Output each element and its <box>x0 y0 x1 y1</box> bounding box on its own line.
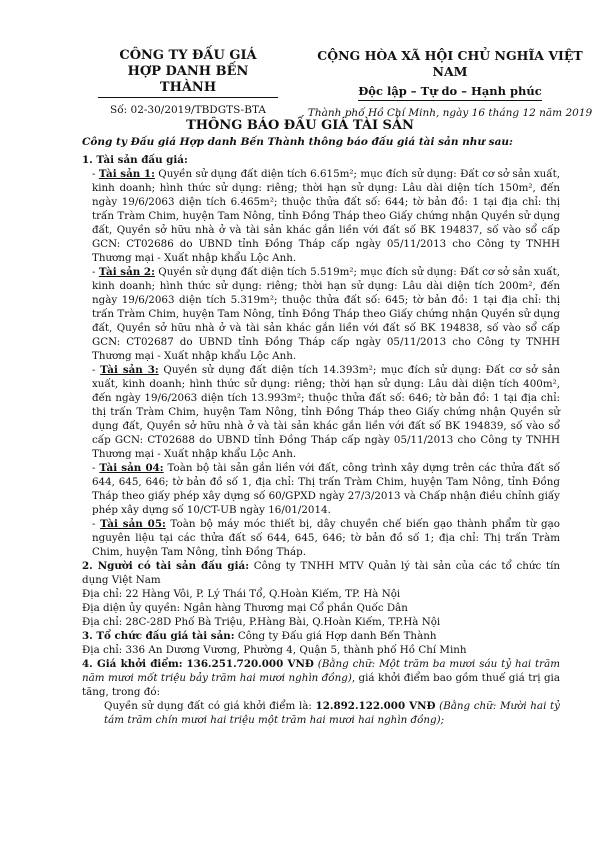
asset-label: Tài sản 2: <box>98 266 155 278</box>
starting-price: 136.251.720.000 VNĐ <box>186 658 314 670</box>
auction-organizer-name: Công ty Đấu giá Hợp danh Bến Thành <box>237 630 437 642</box>
asset-text: Quyền sử dụng đất diện tích 6.615m²; mục đích sử dụng: Đất cơ sở sản xuất, kinh doanh; hình thức sử dụng: riêng; thời hạn sử dụng: Lâu dài diện tích 150m², đến ngày 19/6/2063 diện tích 6.465m²; thuộc thửa đất số: 644; tờ bản đồ: 1 tại địa chỉ: thị trấn Tràm Chim, huyện Tam Nông, tỉnh Đồng Tháp theo Giấy chứng nhận Quyền sử dụng đất, Quyền sở hữu nhà ở và tài sản khác gắn liền với đất số BK 194837, số vào sổ cấp GCN: CT02686 do UBND tỉnh Đồng Tháp cấp ngày 05/11/2013 cho Công ty TNHH Thương mại - Xuất nhập khẩu Lộc Anh. <box>92 168 560 264</box>
land-use-price-words: (Bằng chữ: Mười hai tỷ tám trăm chín mươi hai triệu một trăm hai mươi hai nghìn đồng); <box>104 700 560 726</box>
company-name-line2: HỢP DANH BẾN THÀNH <box>98 64 278 98</box>
document-date: Thành phố Hồ Chí Minh, ngày 16 tháng 12 năm 2019 <box>307 107 593 119</box>
asset-item: - Tài sản 05: Toàn bộ máy móc thiết bị, dây chuyền chế biến gạo thành phẩm từ gạo nguyên liệu tại các thửa đất số 644, 645, 646; tờ bản đồ số 1; địa chỉ: Thị trấn Tràm Chim, huyện Tam Nông, tỉnh Đồng Tháp. <box>92 518 560 558</box>
asset-owner-name: Công ty TNHH MTV Quản lý tài sản của các tổ chức tín dụng Việt Nam <box>82 560 561 586</box>
asset-item: - Tài sản 3: Quyền sử dụng đất diện tích 14.393m²; mục đích sử dụng: Đất cơ sở sản xuất, kinh doanh; hình thức sử dụng: riêng; thời hạn sử dụng: Lâu dài diện tích 400m², đến ngày 19/6/2063 diện tích 13.993m²; thuộc thửa đất số: 646; tờ bản đồ: 1 tại địa chỉ: thị trấn Tràm Chim, huyện Tam Nông, tỉnh Đồng Tháp theo Giấy chứng nhận Quyền sử dụng đất, Quyền sở hữu nhà ở và tài sản khác gắn liền với đất số BK 194839, số vào sổ cấp GCN: CT02688 do UBND tỉnh Đồng Tháp cấp ngày 05/11/2013 cho Công ty TNHH Thương mại - Xuất nhập khẩu Lộc Anh. <box>92 364 560 460</box>
national-title: CỘNG HÒA XÃ HỘI CHỦ NGHĨA VIỆT NAM <box>317 48 583 79</box>
national-motto: Độc lập – Tự do – Hạnh phúc <box>358 83 542 101</box>
authorized-representative: Địa diện ủy quyền: Ngân hàng Thương mại Cổ phần Quốc Dân <box>82 602 408 614</box>
land-use-price-amount: 12.892.122.000 VNĐ <box>315 700 436 712</box>
document-number: Số: 02-30/2019/TBDGTS-BTA <box>110 104 266 116</box>
national-motto-block <box>300 48 600 121</box>
section-4-heading: 4. Giá khởi điểm: <box>82 658 183 670</box>
section-2 <box>82 559 560 587</box>
asset-item: - Tài sản 04: Toàn bộ tài sản gắn liền với đất, công trình xây dựng trên các thửa đất số 644, 645, 646; tờ bản đồ số 1, địa chỉ: Thị trấn Tràm Chim, huyện Tam Nông, tỉnh Đồng Tháp theo giấy phép xây dựng số 60/GPXD ngày 27/3/2013 và Chấp nhận điều chỉnh giấy phép xây dựng số 10/CT-UB ngày 16/01/2014. <box>92 462 560 516</box>
asset-text: Quyền sử dụng đất diện tích 14.393m²; mục đích sử dụng: Đất cơ sở sản xuất, kinh doanh; hình thức sử dụng: riêng; thời hạn sử dụng: Lâu dài diện tích 400m², đến ngày 19/6/2063 diện tích 13.993m²; thuộc thửa đất số: 646; tờ bản đồ: 1 tại địa chỉ: thị trấn Tràm Chim, huyện Tam Nông, tỉnh Đồng Tháp theo Giấy chứng nhận Quyền sử dụng đất, Quyền sở hữu nhà ở và tài sản khác gắn liền với đất số BK 194839, số vào sổ cấp GCN: CT02688 do UBND tỉnh Đồng Tháp cấp ngày 05/11/2013 cho Công ty TNHH Thương mại - Xuất nhập khẩu Lộc Anh. <box>92 364 560 460</box>
land-use-price-label: Quyền sử dụng đất có giá khởi điểm là: <box>104 700 316 712</box>
organizer-address: Địa chỉ: 336 An Dương Vương, Phường 4, Quận 5, thành phố Hồ Chí Minh <box>82 644 467 656</box>
section-3-heading: 3. Tổ chức đấu giá tài sản: <box>82 630 235 642</box>
section-2-heading: 2. Người có tài sản đấu giá: <box>82 560 250 572</box>
starting-price-note: , giá khởi điểm bao gồm thuế giá trị gia tăng, trong đó: <box>82 672 560 698</box>
section-1-heading: 1. Tài sản đấu giá: <box>82 154 188 166</box>
asset-text: Toàn bộ tài sản gắn liền với đất, công trình xây dựng trên các thửa đất số 644, 645, 646; tờ bản đồ số 1, địa chỉ: Thị trấn Tràm Chim, huyện Tam Nông, tỉnh Đồng Tháp theo giấy phép xây dựng số 60/GPXD ngày 27/3/2013 và Chấp nhận điều chỉnh giấy phép xây dựng số 10/CT-UB ngày 16/01/2014. <box>92 462 560 516</box>
document-body <box>82 153 560 727</box>
asset-item: - Tài sản 1: Quyền sử dụng đất diện tích 6.615m²; mục đích sử dụng: Đất cơ sở sản xuất, kinh doanh; hình thức sử dụng: riêng; thời hạn sử dụng: Lâu dài diện tích 150m², đến ngày 19/6/2063 diện tích 6.465m²; thuộc thửa đất số: 644; tờ bản đồ: 1 tại địa chỉ: thị trấn Tràm Chim, huyện Tam Nông, tỉnh Đồng Tháp theo Giấy chứng nhận Quyền sử dụng đất, Quyền sở hữu nhà ở và tài sản khác gắn liền với đất số BK 194837, số vào sổ cấp GCN: CT02686 do UBND tỉnh Đồng Tháp cấp ngày 05/11/2013 cho Công ty TNHH Thương mại - Xuất nhập khẩu Lộc Anh. <box>92 168 560 264</box>
intro-line: Công ty Đấu giá Hợp danh Bến Thành thông báo đấu giá tài sản như sau: <box>82 136 513 148</box>
asset-item: - Tài sản 2: Quyền sử dụng đất diện tích 5.519m²; mục đích sử dụng: Đất cơ sở sản xuất, kinh doanh; hình thức sử dụng: riêng; thời hạn sử dụng: Lâu dài diện tích 200m², đến ngày 19/6/2063 diện tích 5.319m²; thuộc thửa đất số: 645; tờ bản đồ: 1 tại địa chỉ: thị trấn Tràm Chim, huyện Tam Nông, tỉnh Đồng Tháp theo Giấy chứng nhận Quyền sử dụng đất, Quyền sở hữu nhà ở và tài sản khác gắn liền với đất số BK 194838, số vào sổ cấp GCN: CT02687 do UBND tỉnh Đồng Tháp cấp ngày 05/11/2013 cho Công ty TNHH Thương mại - Xuất nhập khẩu Lộc Anh. <box>92 266 560 362</box>
representative-address: Địa chỉ: 28C-28D Phố Bà Triệu, P.Hàng Bài, Q.Hoàn Kiếm, TP.Hà Nội <box>82 616 441 628</box>
section-3 <box>82 629 560 643</box>
issuer-block <box>98 48 278 118</box>
asset-label: Tài sản 04: <box>99 462 164 474</box>
asset-text: Quyền sử dụng đất diện tích 5.519m²; mục đích sử dụng: Đất cơ sở sản xuất, kinh doanh; hình thức sử dụng: riêng; thời hạn sử dụng: Lâu dài diện tích 200m², đến ngày 19/6/2063 diện tích 5.319m²; thuộc thửa đất số: 645; tờ bản đồ: 1 tại địa chỉ: thị trấn Tràm Chim, huyện Tam Nông, tỉnh Đồng Tháp theo Giấy chứng nhận Quyền sử dụng đất, Quyền sở hữu nhà ở và tài sản khác gắn liền với đất số BK 194838, số vào sổ cấp GCN: CT02687 do UBND tỉnh Đồng Tháp cấp ngày 05/11/2013 cho Công ty TNHH Thương mại - Xuất nhập khẩu Lộc Anh. <box>92 266 560 362</box>
starting-price-words: (Bằng chữ: Một trăm ba mươi sáu tỷ hai trăm năm mươi mốt triệu bảy trăm hai mươi nghìn đồng) <box>82 658 561 684</box>
owner-address: Địa chỉ: 22 Hàng Vôi, P. Lý Thái Tổ, Q.Hoàn Kiếm, TP. Hà Nội <box>82 588 401 600</box>
land-use-price <box>82 699 560 727</box>
asset-text: Toàn bộ máy móc thiết bị, dây chuyền chế biến gạo thành phẩm từ gạo nguyên liệu tại các thửa đất số 644, 645, 646; tờ bản đồ số 1; địa chỉ: Thị trấn Tràm Chim, huyện Tam Nông, tỉnh Đồng Tháp. <box>92 518 560 558</box>
asset-label: Tài sản 05: <box>100 518 166 530</box>
section-4 <box>82 657 560 699</box>
asset-label: Tài sản 1: <box>98 168 155 180</box>
asset-label: Tài sản 3: <box>100 364 159 376</box>
company-name-line1: CÔNG TY ĐẤU GIÁ <box>119 48 257 63</box>
document-title: THÔNG BÁO ĐẤU GIÁ TÀI SẢN <box>186 118 414 133</box>
